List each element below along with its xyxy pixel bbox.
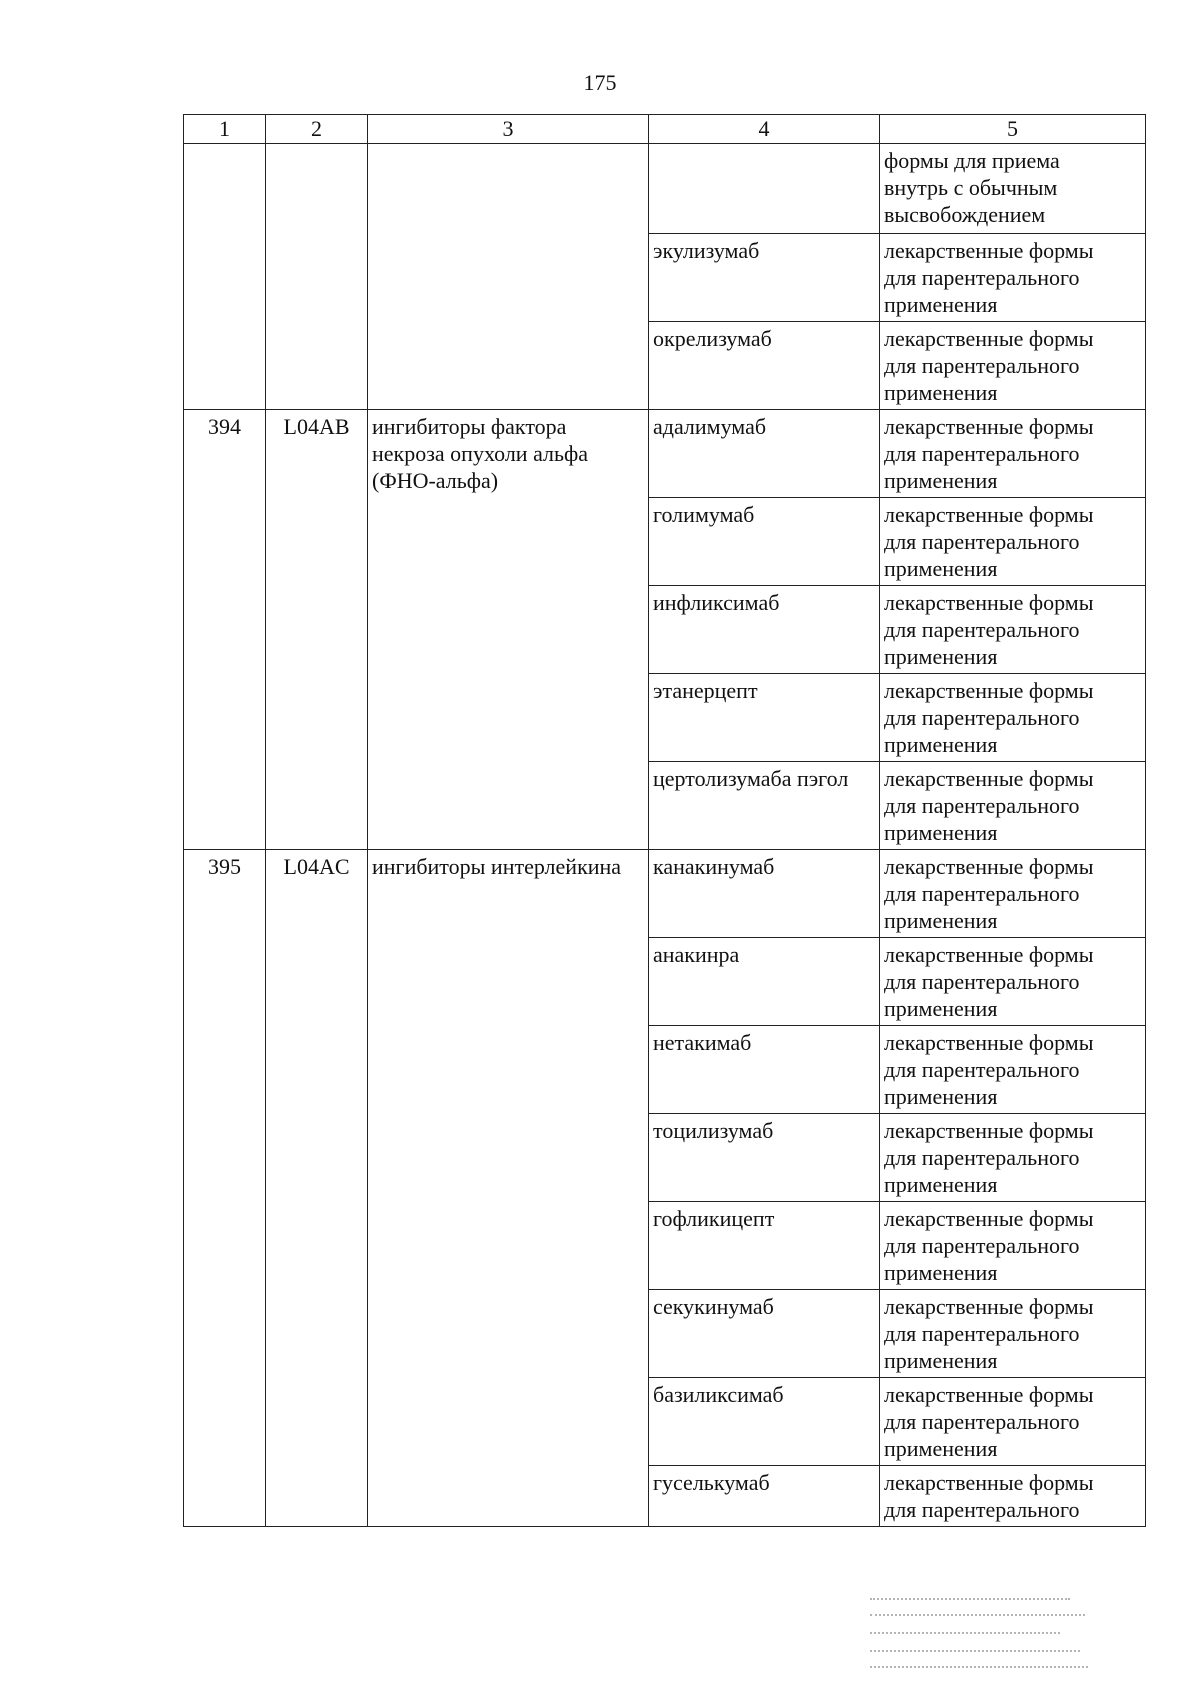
dosage-form-cell	[880, 1378, 1146, 1466]
group-number-cell: 395	[184, 850, 266, 1527]
dosage-form-cell	[880, 1202, 1146, 1290]
dosage-form-line: для парентерального	[884, 441, 1080, 466]
dosage-form-line: лекарственные формы	[884, 766, 1094, 791]
dosage-form-line: для парентерального	[884, 969, 1080, 994]
dosage-form-cell	[880, 1026, 1146, 1114]
dosage-form-line: лекарственные формы	[884, 854, 1094, 879]
dosage-form-line: применения	[884, 732, 998, 757]
dosage-form-line: для парентерального	[884, 705, 1080, 730]
dosage-form-cell	[880, 498, 1146, 586]
dosage-form-cell	[880, 322, 1146, 410]
drug-name-cell: гуселькумаб	[649, 1466, 880, 1527]
dosage-form-line: для парентерального	[884, 1233, 1080, 1258]
dosage-form-cell	[880, 586, 1146, 674]
group-name-cell	[368, 410, 649, 850]
dosage-form-line: для парентерального	[884, 265, 1080, 290]
header-col-1: 1	[184, 115, 266, 144]
dosage-form-line: лекарственные формы	[884, 1470, 1094, 1495]
group-name-line: некроза опухоли альфа	[372, 441, 589, 466]
drug-name-cell: канакинумаб	[649, 850, 880, 938]
dosage-form-line: для парентерального	[884, 1145, 1080, 1170]
dosage-form-line: лекарственные формы	[884, 1294, 1094, 1319]
dosage-form-cell	[880, 762, 1146, 850]
drug-name-cell: нетакимаб	[649, 1026, 880, 1114]
drug-name-cell: этанерцепт	[649, 674, 880, 762]
dosage-form-line: формы для приема	[884, 148, 1060, 173]
dosage-form-line: лекарственные формы	[884, 590, 1094, 615]
group-name-line: ингибиторы интерлейкина	[372, 854, 622, 879]
drug-name-cell: цертолизумаба пэгол	[649, 762, 880, 850]
group-name-cell	[368, 850, 649, 1527]
dosage-form-line: применения	[884, 1436, 998, 1461]
dosage-form-line: для парентерального	[884, 617, 1080, 642]
dosage-form-line: высвобождением	[884, 202, 1046, 227]
dosage-form-line: лекарственные формы	[884, 678, 1094, 703]
dosage-form-line: лекарственные формы	[884, 238, 1094, 263]
dosage-form-line: применения	[884, 1084, 998, 1109]
dosage-form-line: применения	[884, 1172, 998, 1197]
table-row	[184, 410, 1146, 498]
dosage-form-cell	[880, 1290, 1146, 1378]
dosage-form-cell	[880, 1114, 1146, 1202]
drug-name-cell	[649, 144, 880, 234]
atc-code-cell	[266, 144, 368, 410]
dosage-form-line: применения	[884, 1348, 998, 1373]
dosage-form-line: применения	[884, 644, 998, 669]
drug-name-cell: анакинра	[649, 938, 880, 1026]
group-name-cell	[368, 144, 649, 410]
drug-name-cell: адалимумаб	[649, 410, 880, 498]
dosage-form-line: для парентерального	[884, 793, 1080, 818]
drug-name-cell: гофликицепт	[649, 1202, 880, 1290]
group-number-cell: 394	[184, 410, 266, 850]
dosage-form-cell	[880, 234, 1146, 322]
dosage-form-line: лекарственные формы	[884, 326, 1094, 351]
group-number-cell	[184, 144, 266, 410]
dosage-form-cell	[880, 674, 1146, 762]
dosage-form-line: лекарственные формы	[884, 1030, 1094, 1055]
drug-name-cell: окрелизумаб	[649, 322, 880, 410]
drug-name-cell: экулизумаб	[649, 234, 880, 322]
dosage-form-line: для парентерального	[884, 353, 1080, 378]
dosage-form-line: применения	[884, 556, 998, 581]
dosage-form-line: лекарственные формы	[884, 1206, 1094, 1231]
dosage-form-cell	[880, 850, 1146, 938]
dosage-form-line: лекарственные формы	[884, 1382, 1094, 1407]
atc-code-cell: L04AC	[266, 850, 368, 1527]
stamp-mark	[870, 1592, 1090, 1672]
dosage-form-cell	[880, 1466, 1146, 1527]
dosage-form-cell	[880, 144, 1146, 234]
dosage-form-line: лекарственные формы	[884, 1118, 1094, 1143]
atc-code-cell: L04AB	[266, 410, 368, 850]
group-name-line: (ФНО-альфа)	[372, 468, 499, 493]
dosage-form-line: применения	[884, 468, 998, 493]
page-number: 175	[583, 70, 617, 95]
dosage-form-line: для парентерального	[884, 881, 1080, 906]
drug-name-cell: голимумаб	[649, 498, 880, 586]
dosage-form-line: применения	[884, 996, 998, 1021]
dosage-form-cell	[880, 938, 1146, 1026]
dosage-form-line: внутрь с обычным	[884, 175, 1058, 200]
dosage-form-line: применения	[884, 1260, 998, 1285]
dosage-form-line: лекарственные формы	[884, 414, 1094, 439]
header-row	[184, 115, 1146, 144]
drug-name-cell: тоцилизумаб	[649, 1114, 880, 1202]
table-body	[184, 144, 1146, 1527]
dosage-form-cell	[880, 410, 1146, 498]
dosage-form-line: применения	[884, 908, 998, 933]
header-col-3: 3	[368, 115, 649, 144]
dosage-form-line: лекарственные формы	[884, 942, 1094, 967]
dosage-form-line: для парентерального	[884, 1497, 1080, 1522]
dosage-form-line: для парентерального	[884, 529, 1080, 554]
header-col-2: 2	[266, 115, 368, 144]
dosage-form-line: применения	[884, 820, 998, 845]
drug-name-cell: инфликсимаб	[649, 586, 880, 674]
dosage-form-line: для парентерального	[884, 1321, 1080, 1346]
table-row	[184, 850, 1146, 938]
table-row	[184, 144, 1146, 234]
dosage-form-line: лекарственные формы	[884, 502, 1094, 527]
drug-name-cell: базиликсимаб	[649, 1378, 880, 1466]
header-col-5: 5	[880, 115, 1146, 144]
header-col-4: 4	[649, 115, 880, 144]
group-name-line: ингибиторы фактора	[372, 414, 567, 439]
dosage-form-line: для парентерального	[884, 1409, 1080, 1434]
dosage-form-line: применения	[884, 292, 998, 317]
drug-name-cell: секукинумаб	[649, 1290, 880, 1378]
dosage-form-line: применения	[884, 380, 998, 405]
dosage-form-line: для парентерального	[884, 1057, 1080, 1082]
drug-table	[183, 114, 1146, 1527]
